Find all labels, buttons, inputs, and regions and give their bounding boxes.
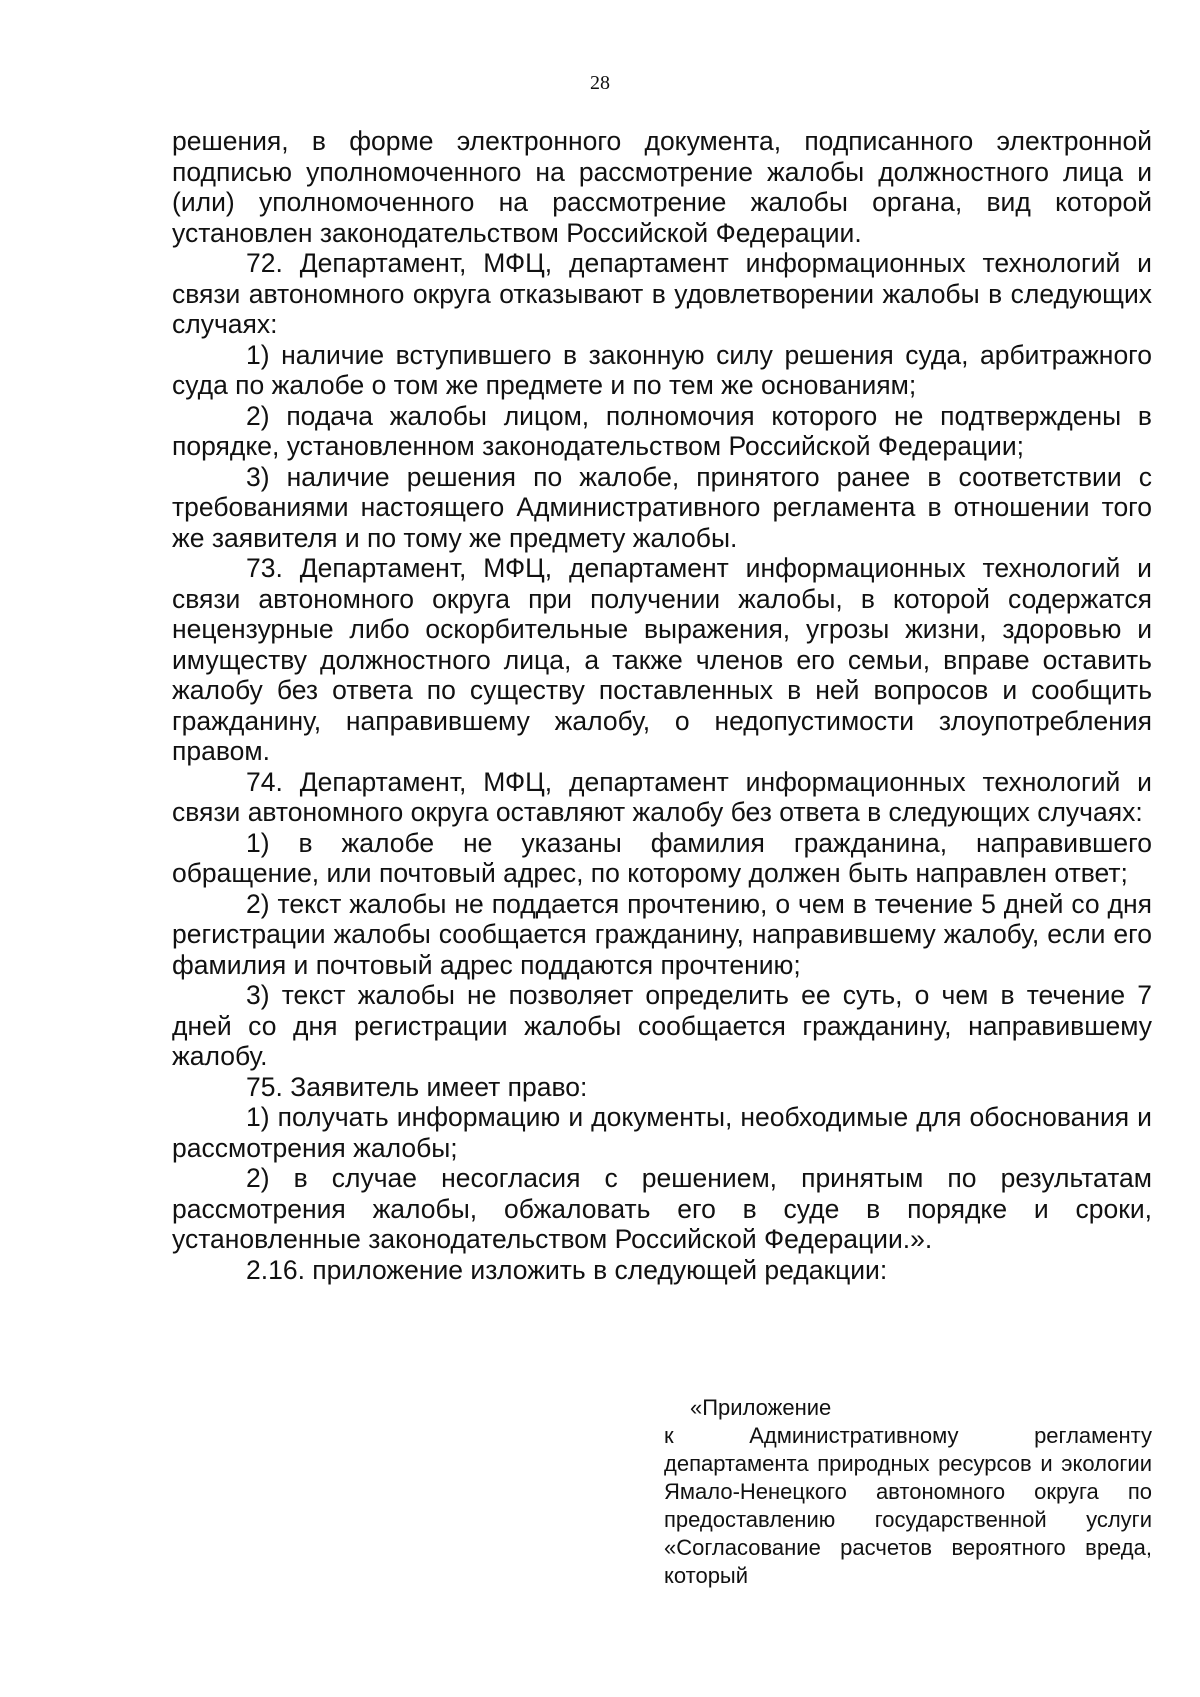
paragraph: 3) текст жалобы не позволяет определить ее суть, о чем в течение 7 дней со дня регистрации жалобы сообщается гражданину, направившему жалобу. [172,980,1152,1071]
appendix-reference: к Административному регламенту департамента природных ресурсов и экологии Ямало-Ненецкого автономного округа по предоставлению государственной услуги «Согласование расчетов вероятного вреда, который [664,1423,1152,1588]
paragraph: 2) текст жалобы не поддается прочтению, о чем в течение 5 дней со дня регистрации жалобы сообщается гражданину, направившему жалобу, если его фамилия и почтовый адрес поддаются прочтению; [172,888,1152,980]
paragraph: 72. Департамент, МФЦ, департамент информационных технологий и связи автономного округа отказывают в удовлетворении жалобы в следующих случаях: [172,248,1152,339]
paragraph: 2) в случае несогласия с решением, принятым по результатам рассмотрения жалобы, обжаловать его в суде в порядке и сроки, установленные законодательством Российской Федерации.». [172,1163,1152,1254]
paragraph: 73. Департамент, МФЦ, департамент информационных технологий и связи автономного округа при получении жалобы, в которой содержатся нецензурные либо оскорбительные выражения, угрозы жизни, здоровью и имуществу должностного лица, а также членов его семьи, вправе оставить жалобу без ответа по существу поставленных в ней вопросов и сообщить гражданину, направившему жалобу, о недопустимости злоупотребления правом. [172,553,1152,766]
paragraph: решения, в форме электронного документа, подписанного электронной подписью уполномоченного на рассмотрение жалобы должностного лица и (или) уполномоченного на рассмотрение жалобы органа, вид которой установлен законодательством Российской Федерации. [172,126,1152,248]
paragraph: 2) подача жалобы лицом, полномочия которого не подтверждены в порядке, установленном законодательством Российской Федерации; [172,400,1152,461]
appendix-title: «Приложение [690,1395,832,1420]
paragraph: 1) получать информацию и документы, необходимые для обоснования и рассмотрения жалобы; [172,1102,1152,1163]
paragraph: 74. Департамент, МФЦ, департамент информационных технологий и связи автономного округа оставляют жалобу без ответа в следующих случаях: [172,766,1152,827]
paragraph: 3) наличие решения по жалобе, принятого ранее в соответствии с требованиями настоящего Административного регламента в отношении того же заявителя и по тому же предмету жалобы. [172,461,1152,553]
paragraph: 75. Заявитель имеет право: [246,1071,588,1102]
paragraph: 2.16. приложение изложить в следующей редакции: [246,1254,888,1285]
paragraph: 1) в жалобе не указаны фамилия гражданина, направившего обращение, или почтовый адрес, по которому должен быть направлен ответ; [172,827,1152,888]
document-body [172,126,1152,1285]
paragraph: 1) наличие вступившего в законную силу решения суда, арбитражного суда по жалобе о том же предмете и по тем же основаниям; [172,339,1152,400]
page-number: 28 [590,72,610,94]
